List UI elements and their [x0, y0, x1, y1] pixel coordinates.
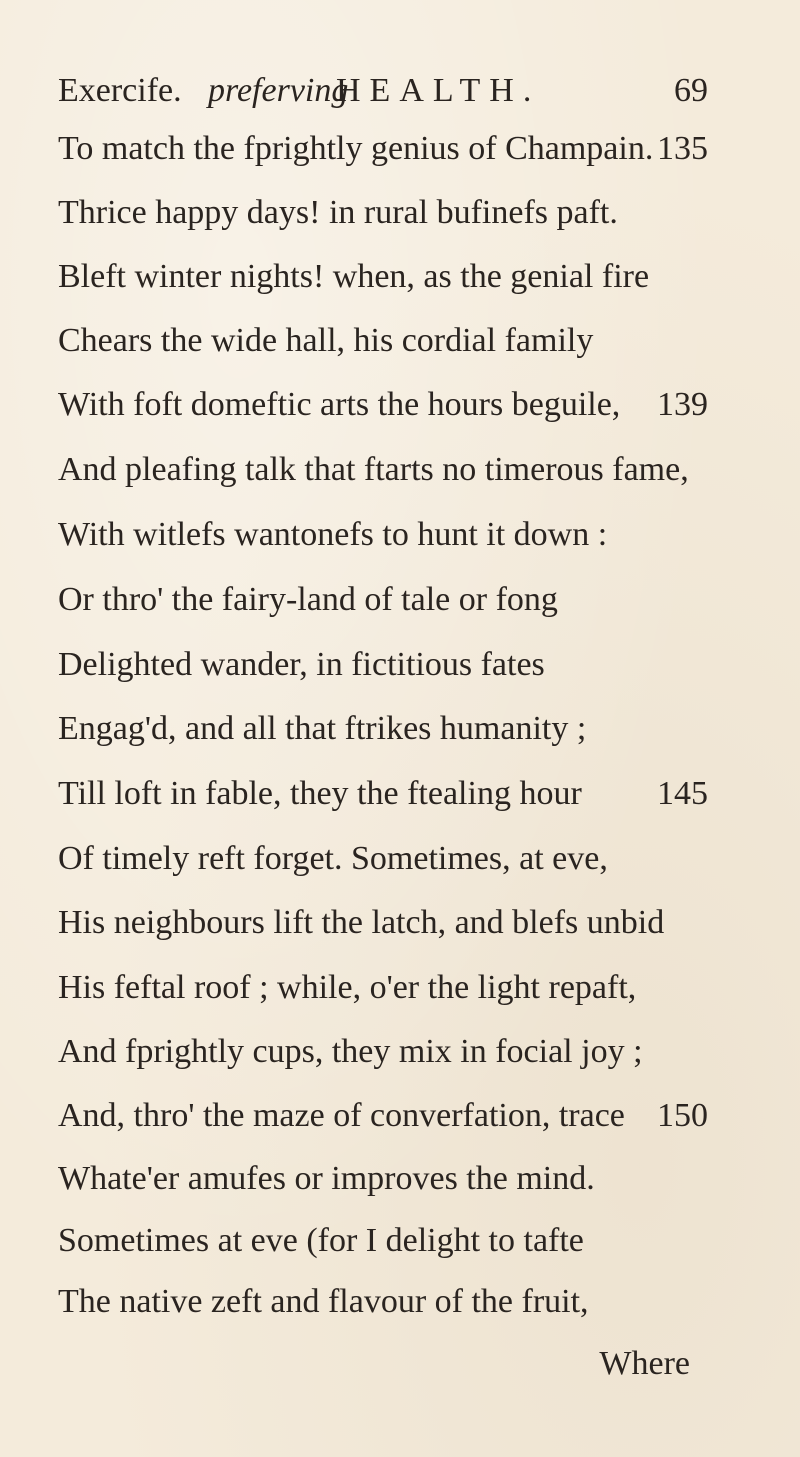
line-number: 135 [657, 130, 708, 167]
verse-line [58, 575, 708, 625]
verse-line [58, 445, 708, 495]
verse-line [58, 1216, 708, 1266]
running-head-title: HEALTH. [336, 72, 541, 109]
verse-line [58, 1277, 708, 1327]
verse-line [58, 1027, 708, 1077]
verse-line [58, 380, 708, 430]
running-head-section: Exercife. [58, 72, 182, 109]
verse-text: Or thro' the fairy-land of tale or fong [58, 581, 558, 618]
verse-text: Till loft in fable, they the ftealing hour [58, 775, 582, 812]
verse-line [58, 510, 708, 560]
verse-line [58, 704, 708, 754]
verse-line [58, 898, 708, 948]
verse-line [58, 1154, 708, 1204]
running-head-italic: preferving [208, 72, 349, 109]
page-number: 69 [674, 72, 708, 109]
running-head [58, 72, 708, 120]
verse-text: His feftal roof ; while, o'er the light repaft, [58, 969, 637, 1006]
verse-text: Of timely reft forget. Sometimes, at eve, [58, 840, 608, 877]
verse-text: The native zeft and flavour of the fruit, [58, 1283, 589, 1320]
line-number: 145 [657, 775, 708, 812]
verse-line [58, 316, 708, 366]
verse-line [58, 834, 708, 884]
verse-line [58, 769, 708, 819]
verse-text: Bleft winter nights! when, as the genial fire [58, 258, 650, 295]
verse-text: And pleafing talk that ftarts no timerous fame, [58, 451, 689, 488]
verse-line [58, 1091, 708, 1141]
verse-text: And, thro' the maze of converfation, trace [58, 1097, 625, 1134]
line-number: 150 [657, 1097, 708, 1134]
verse-line [58, 640, 708, 690]
verse-text: Engag'd, and all that ftrikes humanity ; [58, 710, 587, 747]
verse-text: Whate'er amufes or improves the mind. [58, 1160, 595, 1197]
line-number: 139 [657, 386, 708, 423]
verse-text: Thrice happy days! in rural bufinefs paft. [58, 194, 618, 231]
verse-line [58, 252, 708, 302]
verse-text: His neighbours lift the latch, and blefs unbid [58, 904, 665, 941]
verse-text: Delighted wander, in fictitious fates [58, 646, 545, 683]
verse-line [58, 963, 708, 1013]
verse-line [58, 124, 708, 174]
verse-line [58, 188, 708, 238]
catchword: Where [599, 1345, 690, 1382]
verse-text: Chears the wide hall, his cordial family [58, 322, 594, 359]
verse-text: To match the fprightly genius of Champain. [58, 130, 654, 167]
verse-text: With witlefs wantonefs to hunt it down : [58, 516, 608, 553]
verse-text: Sometimes at eve (for I delight to tafte [58, 1222, 584, 1259]
verse-text: With foft domeftic arts the hours beguile, [58, 386, 621, 423]
verse-text: And fprightly cups, they mix in focial joy ; [58, 1033, 643, 1070]
